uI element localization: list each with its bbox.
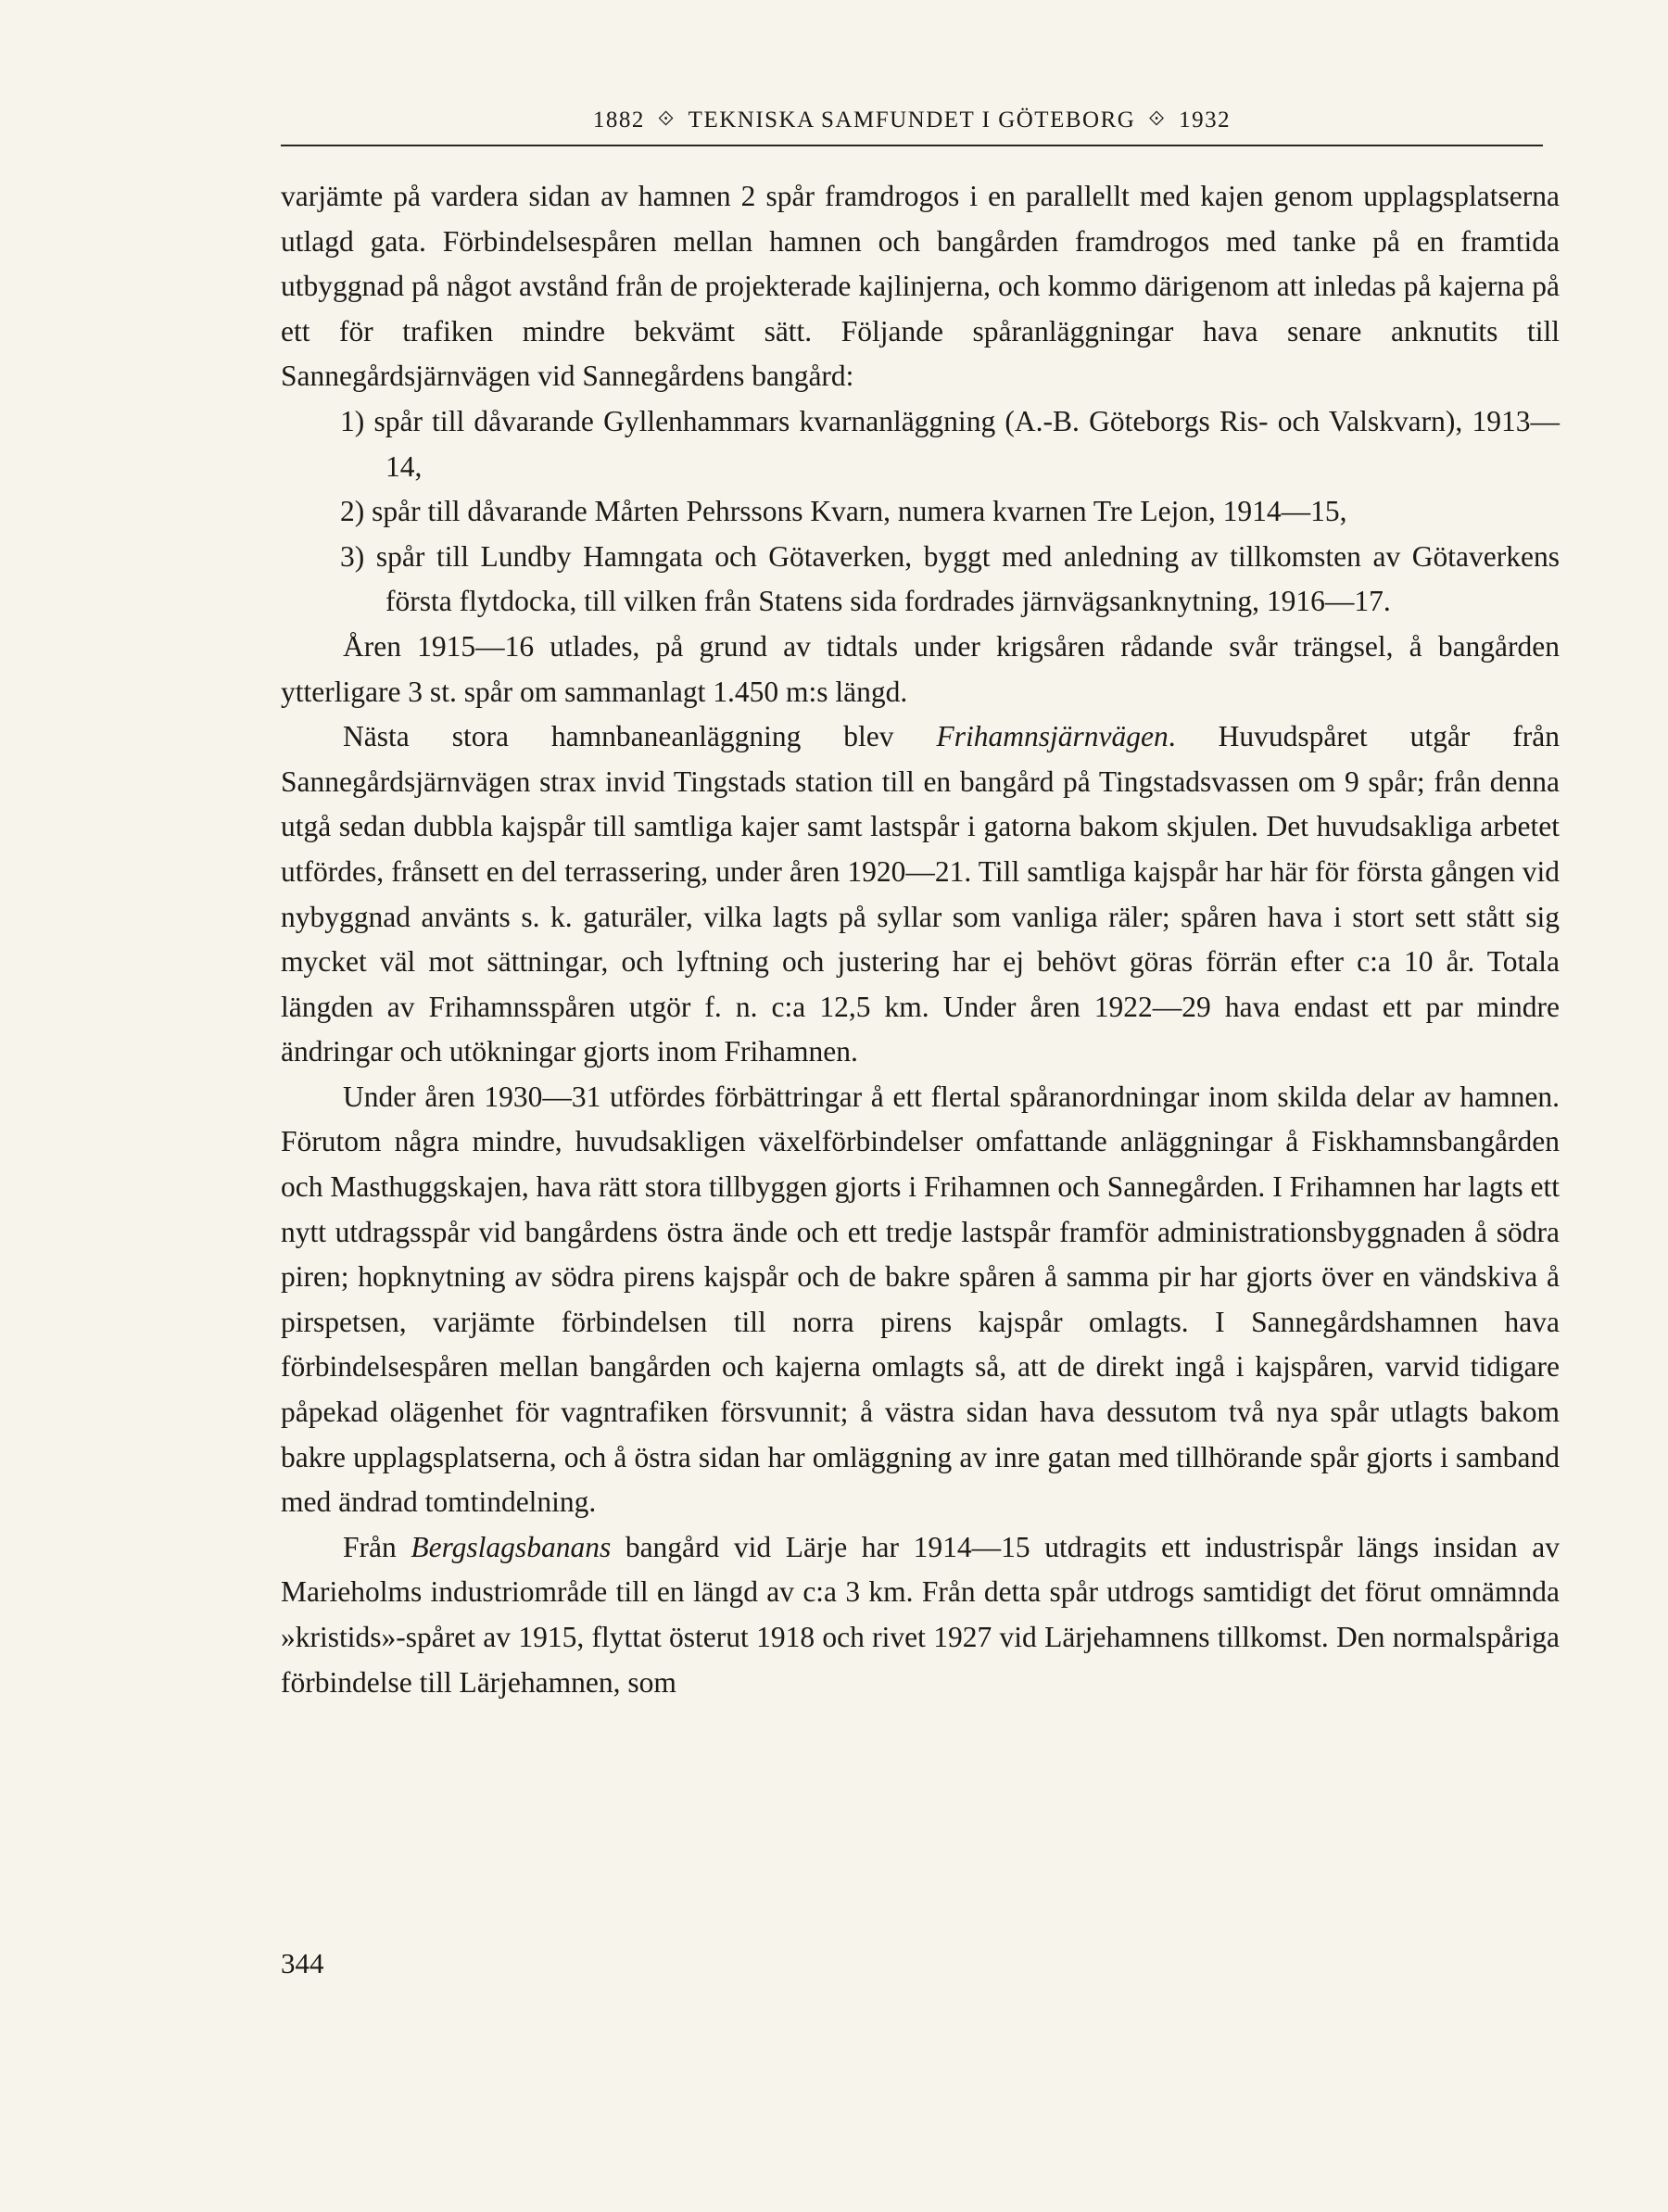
paragraph-text: . Huvudspåret utgår från Sannegårdsjärnvägen strax invid Tingstads station till en bangård på Tingstadsvassen om 9 spår; från denna utgå sedan dubbla kajspår till samtliga kajer samt lastspår i gatorna bakom skjulen. Det huvudsakliga arbetet utfördes, frånsett en del terrassering, under åren 1920—21. Till samtliga kajspår har här för första gången vid nybyggnad använts s. k. gaturäler, vilka lagts på syllar som vanliga räler; spåren hava i stort sett stått sig mycket väl mot sättningar, och lyftning och justering har ej behövt göras förrän efter c:a 10 år. Totala längden av Frihamnsspåren utgör f. n. c:a 12,5 km. Under åren 1922—29 hava endast ett par mindre ändringar och utökningar gjorts inom Frihamnen. xyxy=(281,720,1560,1068)
paragraph xyxy=(281,1525,1560,1705)
list-item: 1) spår till dåvarande Gyllenhammars kvarnanläggning (A.-B. Göteborgs Ris- och Valskvarn), 1913—14, xyxy=(340,404,1560,483)
header-year-end: 1932 xyxy=(1179,107,1232,133)
paragraph: Under åren 1930—31 utfördes förbättringar å ett flertal spåranordningar inom skilda delar av hamnen. Förutom några mindre, huvudsakligen växelförbindelser omfattande anläggningar å Fiskhamnsbangården och Masthuggskajen, hava rätt stora tillbyggen gjorts i Frihamnen och Sannegården. I Frihamnen har lagts ett nytt utdragsspår vid bangårdens östra ände och ett tredje lastspår framför administrationsbyggnaden å södra piren; hopknytning av södra pirens kajspår och de bakre spåren å samma pir har gjorts över en vändskiva å pirspetsen, varjämte förbindelsen till norra pirens kajspår omlagts. I Sannegårdshamnen hava förbindelsespåren mellan bangården och kajerna omlagts så, att de direkt ingå i kajspåren, varvid tidigare påpekad olägenhet för vagntrafiken försvunnit; å västra sidan hava dessutom två nya spår utlagts bakom bakre upplagsplatserna, och å östra sidan har omläggning av inre gatan med tillhörande spår gjorts i samband med ändrad tomtindelning. xyxy=(281,1080,1560,1519)
emphasized-term: Frihamnsjärnvägen xyxy=(936,720,1169,753)
list-item: 2) spår till dåvarande Mårten Pehrssons Kvarn, numera kvarnen Tre Lejon, 1914—15, xyxy=(340,495,1347,528)
list-item: 3) spår till Lundby Hamngata och Götaverken, byggt med anledning av tillkomsten av Götaverkens första flytdocka, till vilken från Statens sida fordrades järnvägsanknytning, 1916—17. xyxy=(340,539,1560,618)
header-year-start: 1882 xyxy=(592,107,645,133)
ornament-separator-icon: ⟐ xyxy=(1148,107,1167,130)
header-title: TEKNISKA SAMFUNDET I GÖTEBORG xyxy=(688,107,1136,133)
header-rule xyxy=(281,145,1543,146)
paragraph: Åren 1915—16 utlades, på grund av tidtals under krigsåren rådande svår trängsel, å bangården ytterligare 3 st. spår om sammanlagt 1.450 m:s längd. xyxy=(281,629,1560,708)
paragraph-text: Från xyxy=(343,1530,411,1563)
paragraph-text: Nästa stora hamnbaneanläggning blev xyxy=(343,720,937,753)
page-number: 344 xyxy=(281,1947,324,1979)
paragraph-text: bangård vid Lärje har 1914—15 utdragits ett industrispår längs insidan av Marieholms industriområde till en längd av c:a 3 km. Från detta spår utdrogs samtidigt det förut omnämnda »kristids»-spåret av 1915, flyttat österut 1918 och rivet 1927 vid Lärjehamnens tillkomst. Den normalspåriga förbindelse till Lärjehamnen, som xyxy=(281,1530,1560,1699)
emphasized-term: Bergslagsbanans xyxy=(411,1530,612,1563)
running-header xyxy=(281,107,1543,133)
ornament-separator-icon: ⟐ xyxy=(657,107,676,130)
paragraph xyxy=(281,714,1560,1075)
paragraph: varjämte på vardera sidan av hamnen 2 spår framdrogos i en parallellt med kajen genom upplagsplatserna utlagd gata. Förbindelsespåren mellan hamnen och bangården framdrogos med tanke på en framtida utbyggnad på något avstånd från de projekterade kajlinjerna, och kommo därigenom att inledas på kajerna på ett för trafiken mindre bekvämt sätt. Följande spåranläggningar hava senare anknutits till Sannegårdsjärnvägen vid Sannegårdens bangård: xyxy=(281,180,1560,393)
body-text xyxy=(281,174,1560,1705)
